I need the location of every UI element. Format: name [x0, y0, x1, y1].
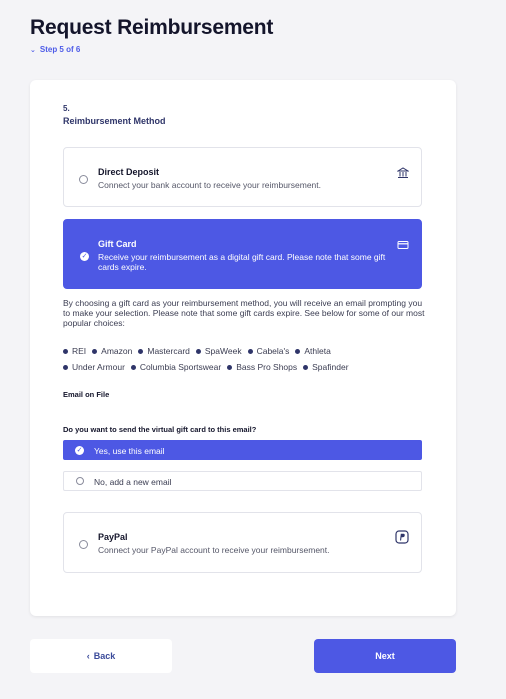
brand-item: [63, 362, 125, 372]
bullet-icon: [196, 349, 201, 354]
email-question: Do you want to send the virtual gift card to this email?: [63, 425, 257, 434]
email-option-label: Yes, use this email: [94, 446, 165, 456]
brand-item: [138, 346, 190, 356]
bullet-icon: [63, 349, 68, 354]
brand-label: Columbia Sportswear: [139, 362, 222, 372]
brand-item: [295, 346, 330, 356]
bullet-icon: [295, 349, 300, 354]
bullet-icon: [248, 349, 253, 354]
option-paypal[interactable]: [63, 512, 422, 573]
paypal-icon: [395, 530, 409, 544]
bullet-icon: [138, 349, 143, 354]
option-description: Receive your reimbursement as a digital gift card. Please note that some gift cards expire.: [98, 252, 386, 272]
page-title: Request Reimbursement: [30, 16, 274, 39]
radio-button[interactable]: [79, 175, 88, 184]
option-description: Connect your PayPal account to receive your reimbursement.: [98, 545, 330, 555]
brand-item: [227, 362, 297, 372]
bullet-icon: [227, 365, 232, 370]
option-title: PayPal: [98, 532, 128, 542]
chevron-down-icon: ⌄: [30, 46, 36, 54]
brand-item: [196, 346, 242, 356]
step-indicator[interactable]: [30, 45, 80, 54]
section-number: 5.: [63, 104, 70, 113]
brand-label: Athleta: [304, 346, 331, 356]
back-button[interactable]: [30, 639, 172, 673]
section-title: Reimbursement Method: [63, 116, 166, 126]
radio-button[interactable]: [76, 477, 84, 485]
radio-button[interactable]: [79, 540, 88, 549]
brand-item: [92, 346, 132, 356]
form-card: [30, 80, 456, 616]
option-title: Direct Deposit: [98, 167, 160, 177]
brand-item: [131, 362, 221, 372]
email-option-add-new[interactable]: [63, 471, 422, 491]
bullet-icon: [131, 365, 136, 370]
card-icon: [397, 239, 409, 251]
back-button-label: Back: [93, 651, 116, 661]
bullet-icon: [303, 365, 308, 370]
bullet-icon: [92, 349, 97, 354]
brand-label: Bass Pro Shops: [236, 362, 298, 372]
brand-label: Mastercard: [147, 346, 190, 356]
brand-item: [248, 346, 290, 356]
bank-icon: [397, 167, 409, 179]
chevron-left-icon: ‹: [86, 651, 90, 661]
step-label: Step 5 of 6: [39, 45, 81, 54]
bullet-icon: [63, 365, 68, 370]
check-icon[interactable]: ✓: [76, 447, 83, 454]
brand-item: [303, 362, 348, 372]
brand-label: Amazon: [101, 346, 133, 356]
option-gift-card[interactable]: [63, 219, 422, 289]
next-button-label: Next: [375, 651, 395, 661]
brand-label: Cabela's: [256, 346, 290, 356]
brand-list: [63, 346, 428, 356]
brand-list: [63, 362, 428, 372]
email-on-file-label: Email on File: [63, 390, 110, 399]
brand-label: SpaWeek: [204, 346, 242, 356]
brand-label: Under Armour: [72, 362, 125, 372]
gift-card-info: By choosing a gift card as your reimbursement method, you will receive an email prompting you to make your selection. Please note that some gift cards expire. See below for some of our most popular choices:: [63, 298, 425, 328]
option-description: Connect your bank account to receive your reimbursement.: [98, 180, 322, 190]
next-button[interactable]: [314, 639, 456, 673]
email-option-label: No, add a new email: [94, 477, 172, 487]
option-direct-deposit[interactable]: [63, 147, 422, 207]
check-icon[interactable]: ✓: [81, 253, 88, 260]
brand-item: [63, 346, 86, 356]
email-option-use-existing[interactable]: [63, 440, 422, 460]
brand-label: REI: [72, 346, 87, 356]
option-title: Gift Card: [98, 239, 137, 249]
brand-label: Spafinder: [312, 362, 349, 372]
